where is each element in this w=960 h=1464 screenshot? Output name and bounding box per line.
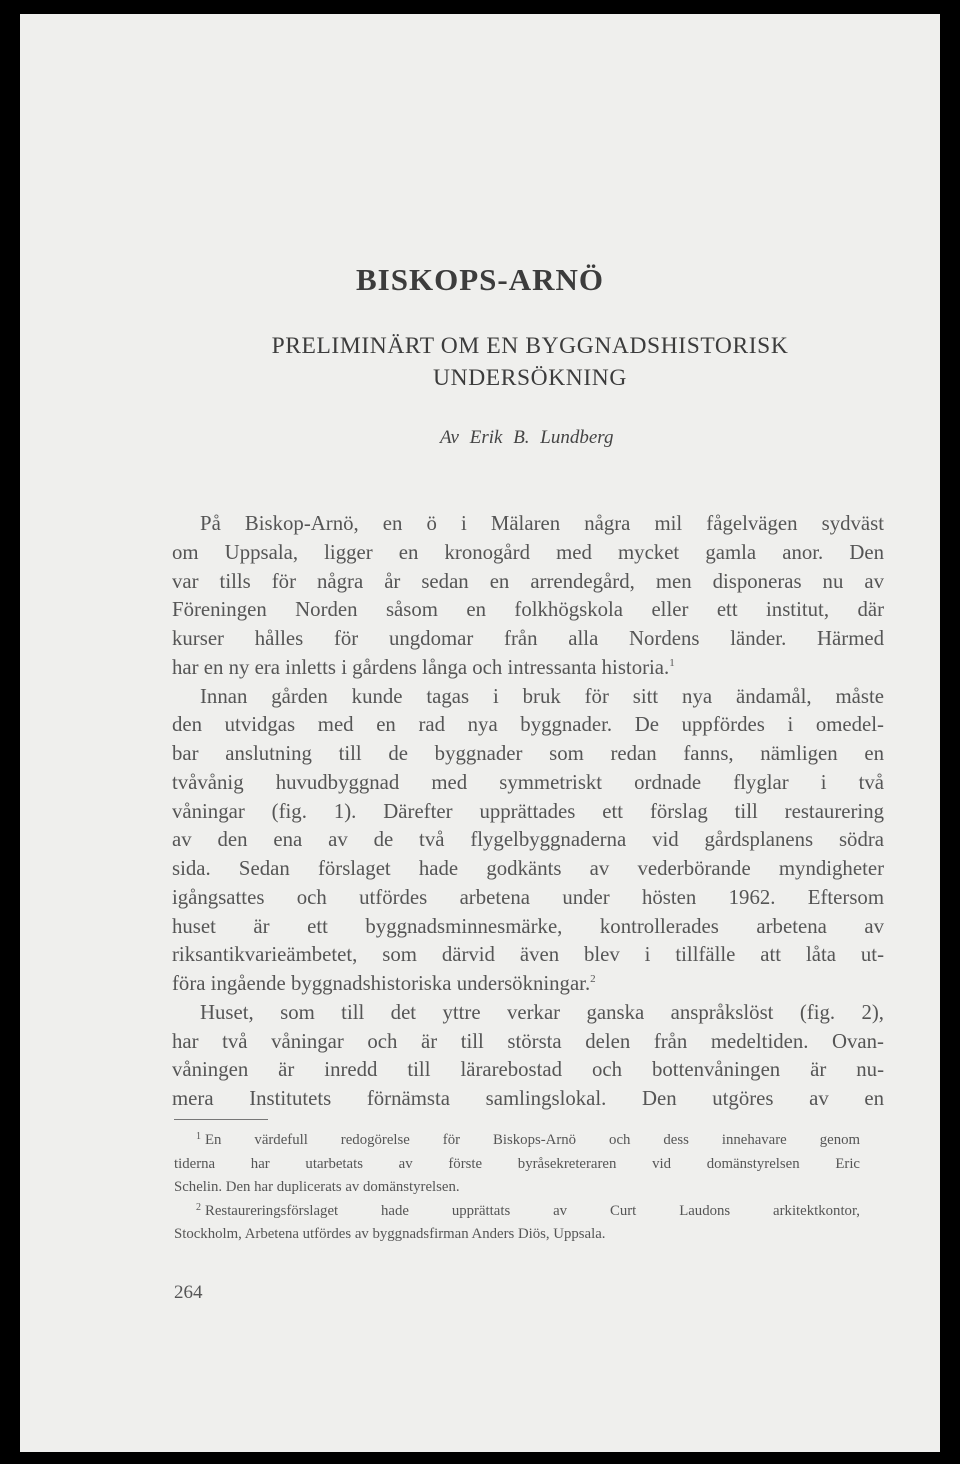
body-line [172,711,884,740]
footnotes [174,1129,860,1247]
body-line-text: mera Institutets förnämsta samlingslokal. Den utgöres av en [172,1087,884,1110]
body-line-text: riksantikvarieämbetet, som därvid även blev i tillfälle att låta ut- [172,943,884,967]
article-subtitle [170,330,890,394]
body-line-text: om Uppsala, ligger en kronogård med mycket gamla anor. Den [172,540,884,564]
body-line-text: Föreningen Norden såsom en folkhögskola eller ett institut, där [172,598,884,622]
body-line [172,970,884,999]
body-text [172,510,884,1114]
footnote-line [174,1200,860,1224]
footnote-text: Restaureringsförslaget hade upprättats av Curt Laudons arkitektkontor, [205,1202,860,1219]
footnote-number: 2 [196,1201,201,1213]
body-line-text: var tills för några år sedan en arrendegård, men disponeras nu av [172,569,884,593]
body-line [172,941,884,970]
body-line [172,654,884,683]
body-line [172,826,884,855]
body-line-text: våningen är inredd till lärarebostad och bottenvåningen är nu- [172,1058,884,1082]
footnote-text: En värdefull redogörelse för Biskops-Arnö och dess innehavare genom [205,1132,860,1148]
body-line-text: huset är ett byggnadsminnesmärke, kontrollerades arbetena av [172,914,884,938]
body-line [172,769,884,798]
footnote-reference: 1 [669,656,675,669]
body-line [172,913,884,942]
footnote-reference: 2 [590,973,596,985]
body-line [172,1085,884,1114]
body-line-text: har en ny era inletts i gårdens långa och intressanta historia. [172,655,670,679]
footnote-divider [174,1119,268,1120]
body-line [172,740,884,769]
article-title: BISKOPS-ARNÖ [356,262,604,297]
body-line [172,999,884,1028]
document-page [20,14,940,1452]
body-line-text: På Biskop-Arnö, en ö i Mälaren några mil fågelvägen sydväst [200,512,884,535]
footnote-line [174,1176,860,1200]
body-line [172,798,884,827]
body-line [172,884,884,913]
author-byline: Av Erik B. Lundberg [440,427,614,448]
page-number: 264 [174,1282,203,1303]
body-line-text: bar anslutning till de byggnader som redan fanns, nämligen en [172,742,884,765]
body-line-text: igångsattes och utfördes arbetena under hösten 1962. Eftersom [172,885,884,909]
footnote-text: Stockholm, Arbetena utfördes av byggnadsfirman Anders Diös, Uppsala. [174,1226,606,1242]
footnote-line [174,1223,860,1247]
body-line-text: våningar (fig. 1). Därefter upprättades ett förslag till restaurering [172,799,884,823]
body-line-text: föra ingående byggnadshistoriska undersökningar. [172,972,591,995]
body-line [172,1056,884,1085]
footnote-line [174,1129,860,1153]
body-line [172,568,884,597]
body-line [172,855,884,884]
body-line [172,1028,884,1057]
footnote-number: 1 [196,1131,201,1142]
body-line-text: har två våningar och är till största delen från medeltiden. Ovan- [172,1029,884,1053]
body-line [172,596,884,625]
body-line-text: den utvidgas med en rad nya byggnader. De uppfördes i omedel- [172,713,884,737]
body-line [172,683,884,712]
body-line-text: Innan gården kunde tagas i bruk för sitt nya ändamål, måste [200,684,884,708]
subtitle-line: UNDERSÖKNING [433,365,627,391]
body-line-text: av den ena av de två flygelbyggnaderna vid gårdsplanens södra [172,828,884,852]
body-line-text: Huset, som till det yttre verkar ganska anspråkslöst (fig. 2), [200,1000,884,1024]
body-line-text: kurser hålles för ungdomar från alla Nordens länder. Härmed [172,627,884,650]
body-line [172,510,884,539]
body-line-text: tvåvånig huvudbyggnad med symmetriskt ordnade flyglar i två [172,770,884,794]
subtitle-line: PRELIMINÄRT OM EN BYGGNADSHISTORISK [271,333,789,359]
body-line [172,539,884,568]
body-line-text: sida. Sedan förslaget hade godkänts av vederbörande myndigheter [172,857,884,880]
footnote-line [174,1153,860,1177]
body-line [172,625,884,654]
footnote-text: tiderna har utarbetats av förste byråsekreteraren vid domänstyrelsen Eric [174,1155,860,1172]
footnote-text: Schelin. Den har duplicerats av domänstyrelsen. [174,1179,460,1195]
